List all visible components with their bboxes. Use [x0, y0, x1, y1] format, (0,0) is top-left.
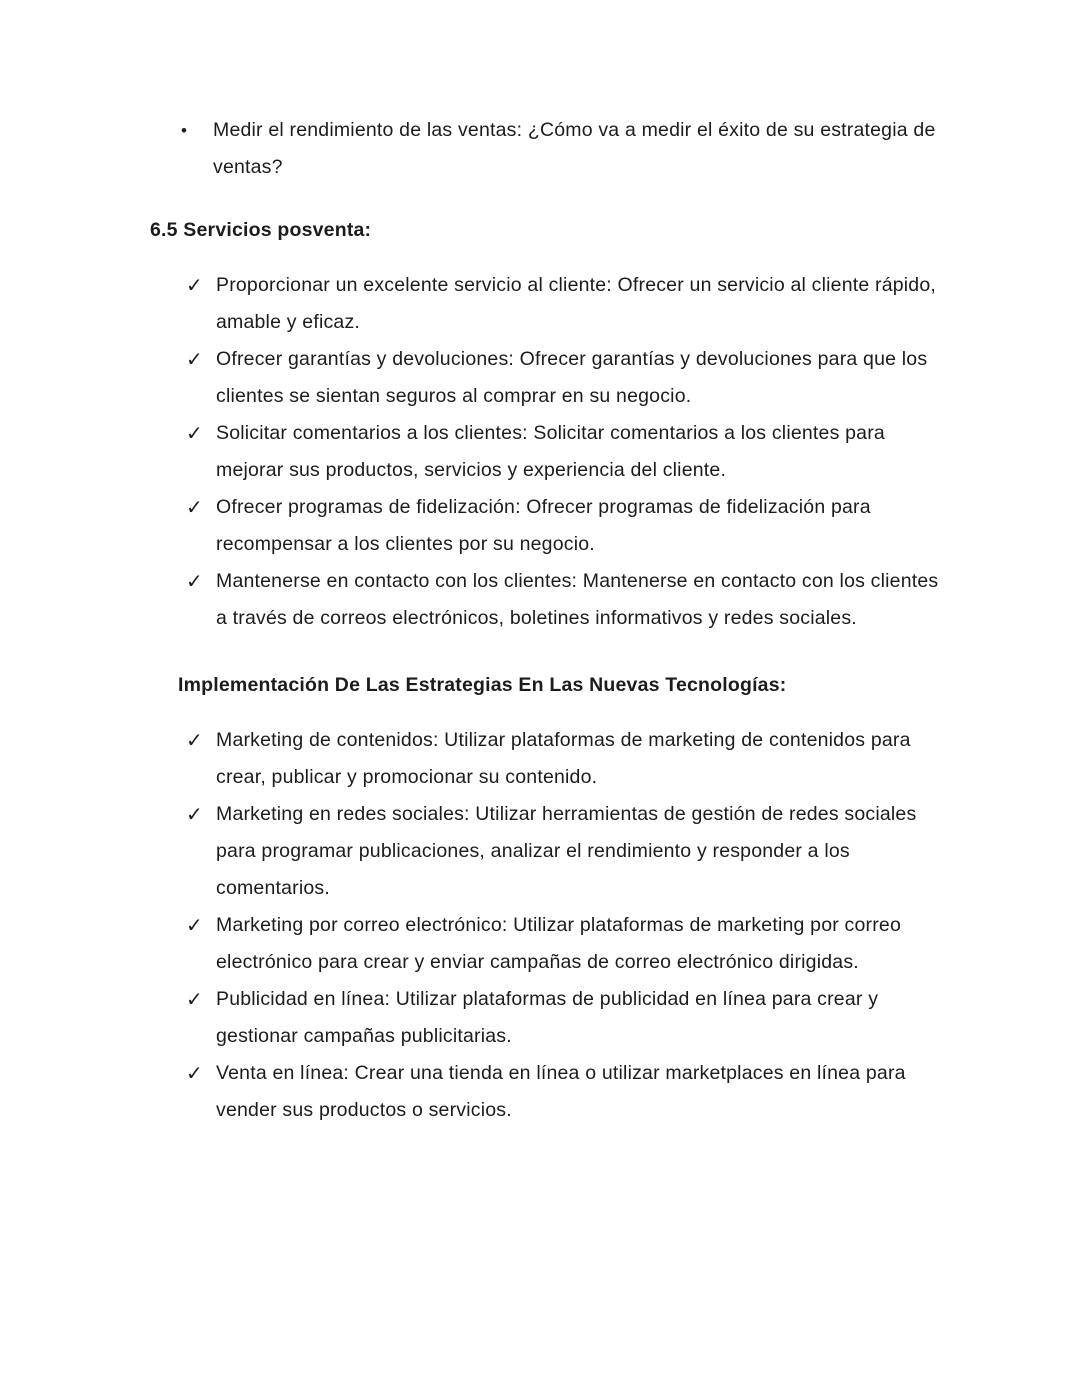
spacer: [150, 704, 940, 722]
list-item: [150, 112, 940, 186]
list-item-text: Ofrecer programas de fidelización: Ofrecer programas de fidelización para recompensar a los clientes por su negocio.: [216, 496, 871, 555]
list-item: [150, 981, 940, 1055]
list-item-text: Ofrecer garantías y devoluciones: Ofrecer garantías y devoluciones para que los clientes se sientan seguros al comprar en su negocio.: [216, 348, 928, 407]
list-item: [150, 341, 940, 415]
list-item: [150, 796, 940, 907]
spacer: [150, 249, 940, 267]
check-icon: ✓: [186, 347, 203, 371]
list-item-text: Venta en línea: Crear una tienda en línea o utilizar marketplaces en línea para vender sus productos o servicios.: [216, 1062, 906, 1121]
sub-heading: Implementación De Las Estrategias En Las Nuevas Tecnologías:: [178, 674, 787, 696]
check-icon: ✓: [186, 273, 203, 297]
list-item-text: Medir el rendimiento de las ventas: ¿Cómo va a medir el éxito de su estrategia de ventas?: [213, 119, 936, 178]
list-item: [150, 1055, 940, 1129]
bullet-icon: •: [181, 121, 188, 140]
check-icon: ✓: [186, 1061, 203, 1085]
check-icon: ✓: [186, 495, 203, 519]
list-item-text: Mantenerse en contacto con los clientes: Mantenerse en contacto con los clientes a través de correos electrónicos, boletines informativos y redes sociales.: [216, 570, 939, 629]
intro-bullet-list: [150, 112, 940, 186]
list-item-text: Solicitar comentarios a los clientes: Solicitar comentarios a los clientes para mejorar sus productos, servicios y experiencia del cliente.: [216, 422, 885, 481]
check-icon: ✓: [186, 728, 203, 752]
list-item: [150, 489, 940, 563]
check-icon: ✓: [186, 987, 203, 1011]
posventa-list: [150, 267, 940, 637]
list-item: [150, 722, 940, 796]
list-item-text: Marketing por correo electrónico: Utilizar plataformas de marketing por correo electrónico para crear y enviar campañas de correo electrónico dirigidas.: [216, 914, 901, 973]
check-icon: ✓: [186, 802, 203, 826]
list-item: [150, 415, 940, 489]
tecnologias-list: [150, 722, 940, 1129]
list-item-text: Proporcionar un excelente servicio al cliente: Ofrecer un servicio al cliente rápido, amable y eficaz.: [216, 274, 937, 333]
list-item-text: Marketing de contenidos: Utilizar plataformas de marketing de contenidos para crear, publicar y promocionar su contenido.: [216, 729, 911, 788]
document-content: [150, 112, 940, 1129]
check-icon: ✓: [186, 421, 203, 445]
section-heading: 6.5 Servicios posventa:: [150, 219, 372, 241]
list-item: [150, 267, 940, 341]
list-item-text: Marketing en redes sociales: Utilizar herramientas de gestión de redes sociales para programar publicaciones, analizar el rendimiento y responder a los comentarios.: [216, 803, 917, 899]
spacer: [150, 186, 940, 212]
list-item: [150, 563, 940, 637]
check-icon: ✓: [186, 913, 203, 937]
list-item-text: Publicidad en línea: Utilizar plataformas de publicidad en línea para crear y gestionar campañas publicitarias.: [216, 988, 879, 1047]
list-item: [150, 907, 940, 981]
spacer: [150, 637, 940, 667]
check-icon: ✓: [186, 569, 203, 593]
